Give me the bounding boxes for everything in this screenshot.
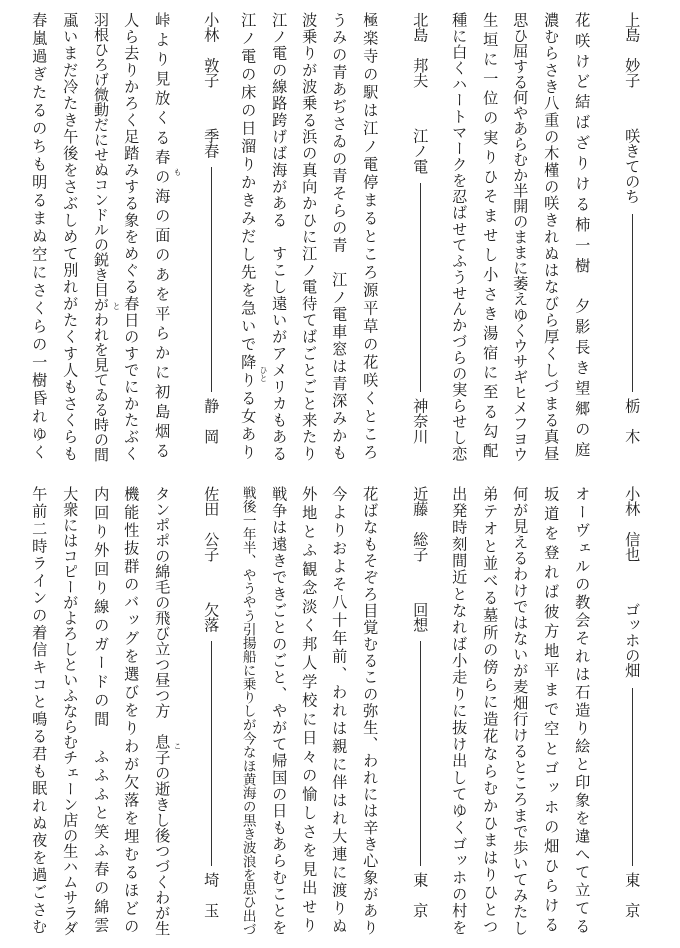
- title-dash: [420, 641, 421, 866]
- poem-line: 思ひ屈する何やあらむか半開のままに萎えゆくウサギヒメフヨウ: [511, 12, 530, 463]
- poem-line: 戦争は遠きできごとのごと、やがて帰国の日もあらむことを: [270, 486, 289, 937]
- poem-line: 人ら去りかろく足踏みする象をめぐる春日のすでにかたぶく: [122, 12, 141, 463]
- bottom-section: [0, 474, 680, 948]
- poem-line: 坂道を登れば彼方地平まで空とゴッホの畑ひらける: [542, 486, 561, 937]
- poem-line: 今よりおよそ八十年前、われは親に伴はれ大連に渡りぬ: [330, 486, 349, 936]
- poem-line: 濃むらさき八重の木槿の咲きれぬはなびら厚くしづまる真昼: [542, 12, 561, 463]
- poem-line: 何が見えるわけではないが麦畑行けるところまで歩いてみたし: [511, 486, 530, 936]
- poem-line: タンポポの綿毛の飛び立つ昼つ方 息子の逝きし後つづくわが生: [153, 486, 172, 937]
- prefecture: 東 京: [411, 872, 430, 918]
- poem-line: 波乗りが波乗る浜の真向かひに江ノ電待てばごとごと来たり: [300, 12, 319, 463]
- prefecture: 静 岡: [202, 398, 221, 444]
- poem-line: 内回り外回り線のガードの間 ふふふと笑ふ春の綿雲: [92, 486, 111, 936]
- poem-title: 季春: [202, 128, 221, 159]
- poem-line: 外地とふ観念淡く邦人学校に日々の愉しさを見出せり: [300, 486, 319, 936]
- poem-title: 回想: [411, 602, 430, 633]
- poem-line: オーヴェルの教会それは石造り絵と印象を違へて立てる: [573, 486, 592, 936]
- prefecture: 東 京: [623, 872, 642, 918]
- poem-line: 江ノ電の床の日溜りかきみだし先を急いで降りる女あり: [239, 12, 258, 462]
- author-name: 佐田 公子: [202, 486, 221, 562]
- poem-line: 羽根ひろげ微動だにせぬコンドルの鋭き目がわれを見てゐる時の間: [92, 12, 110, 462]
- poem-line: 大衆にはコピーがよろしといふならむチェーン店の生ハムサラダ: [61, 486, 80, 937]
- poem-line: 極楽寺の駅は江ノ電停まるところ源平草の花咲くところ: [361, 12, 380, 462]
- title-dash: [420, 183, 421, 393]
- ruby-annotation: ひと: [259, 366, 268, 382]
- poem-line: 午前二時ラインの着信キコと鳴る君も眠れぬ夜を過ごさむ: [30, 486, 49, 937]
- poem-title: 欠落: [202, 602, 221, 633]
- poem-line: 峠より見放くる春の海の面のあを平らかに初島烟る: [153, 12, 172, 463]
- poem-line: 出発時刻間近となれば小走りに抜け出してゆくゴッホの村を: [450, 486, 469, 937]
- poem-title: 咲きてのち: [623, 128, 642, 204]
- prefecture: 神奈川: [411, 398, 430, 444]
- prefecture: 埼 玉: [202, 872, 221, 918]
- title-dash: [632, 688, 633, 867]
- poem-line: 春嵐過ぎたるのちも明るまぬ空にさくらの一樹昏れゆく: [30, 12, 49, 462]
- prefecture: 栃 木: [623, 398, 642, 444]
- author-name: 近藤 総子: [411, 486, 430, 562]
- author-name: 上島 妙子: [623, 12, 642, 88]
- poem-line: 生垣に一位の実りひそませし小さき湯宿に至る勾配: [481, 12, 500, 463]
- title-dash: [632, 214, 633, 393]
- title-dash: [211, 641, 212, 866]
- ruby-annotation: も: [173, 168, 182, 176]
- poem-title: 江ノ電: [411, 128, 430, 174]
- poem-line: 颪いまだ冷たき午後をさぶしめて別れがたくす人もさくらも: [61, 12, 80, 463]
- poem-line: 種に白くハートマークを忍ばせてふうせんかづらの実らせし恋: [450, 12, 469, 462]
- poem-line: 花咲けど結ばざりける柿一樹 夕影長き望郷の庭: [573, 12, 592, 462]
- poem-line: 江ノ電の線路跨げば海がある すこし遠いがアメリカもある: [270, 12, 289, 463]
- ruby-annotation: と: [112, 302, 121, 310]
- author-name: 北島 邦夫: [411, 12, 430, 88]
- author-name: 小林 敦子: [202, 12, 221, 88]
- poem-title: ゴッホの畑: [623, 602, 642, 678]
- ruby-annotation: こ: [173, 742, 182, 750]
- poem-line: 機能性抜群のバッグを選びをりわが欠落を埋むるほどの: [122, 486, 141, 936]
- title-dash: [211, 167, 212, 392]
- poem-line: 弟テオと並べる墓所の傍らに造花ならむかひまはりひとつ: [481, 486, 500, 937]
- author-name: 小林 信也: [623, 486, 642, 562]
- poem-line: 花ばなもそぞろ目覚むるこの弥生、われには辛き心象があり: [361, 486, 380, 937]
- poem-line: うみの青あぢさゐの青そらの青 江ノ電車窓は青深みかも: [330, 12, 349, 463]
- poem-line: 戦後一年半、やうやう引揚船に乗りしが今なほ黄海の黒き波浪を思ひ出づ: [239, 486, 256, 937]
